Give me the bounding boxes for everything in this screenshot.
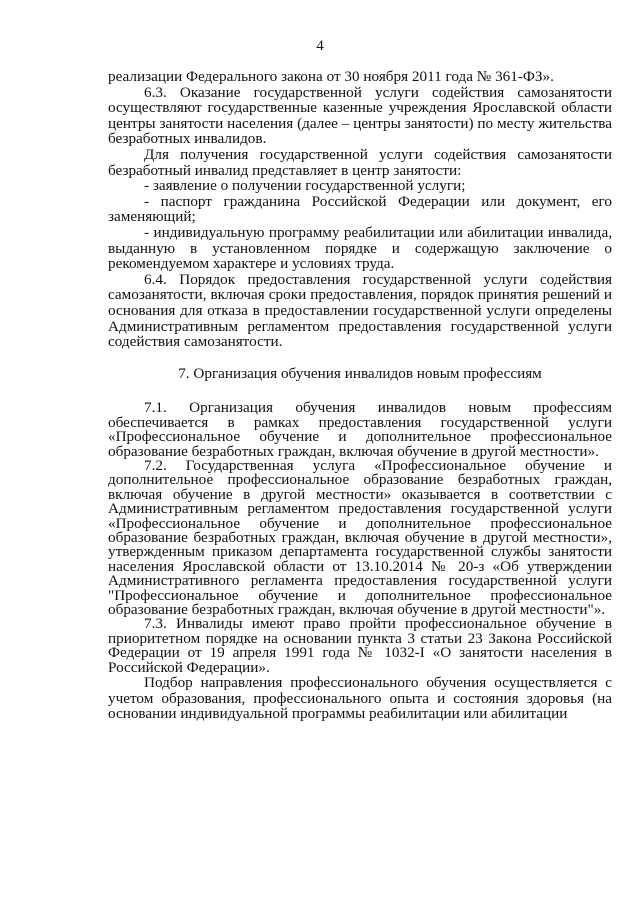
paragraph-7-3: 7.3. Инвалиды имеют право пройти профессиональное обучение в приоритетном порядке на основании пункта 3 статьи 23 Закона Российской Федерации от 19 апреля 1991 года № 1032-I «О занятости населения в Российской Федерации».: [108, 615, 612, 676]
paragraph-required-documents: Для получения государственной услуги содействия самозанятости безработный инвалид представляет в центр занятости:: [108, 145, 612, 179]
paragraph-7-2: 7.2. Государственная услуга «Профессиональное обучение и дополнительное профессиональное образование безработных граждан, включая обучение в другой местности» оказывается в соответствии с Административным регламентом предоставления государственной услуги «Профессиональное обучение и дополнительное профессиональное образование безработных граждан, включая обучение в другой местности», утвержденным приказом департамента государственной службы занятости населения Ярославской области от 13.10.2014 № 20-з «Об утверждении Административного регламента предоставления государственной услуги "Профессиональное обучение и дополнительное профессиональное образование безработных граждан, включая обучение в другой местности"».: [108, 456, 612, 618]
list-item-passport: - паспорт гражданина Российской Федерации или документ, его заменяющий;: [108, 192, 612, 226]
section-title-7: 7. Организация обучения инвалидов новым профессиям: [178, 364, 542, 382]
list-item-rehabilitation-program: - индивидуальную программу реабилитации или абилитации инвалида, выданную в установленном порядке и содержащую заключение о рекомендуемом характере и условиях труда.: [108, 223, 612, 273]
paragraph-6-4: 6.4. Порядок предоставления государственной услуги содействия самозанятости, включая сроки предоставления, порядок принятия решений и основания для отказа в предоставлении государственной услуги определены Административным регламентом предоставления государственной услуги содействия самозанятости.: [108, 270, 612, 351]
paragraph-training-selection: Подбор направления профессионального обучения осуществляется с учетом образования, профессионального опыта и состояния здоровья (на основании индивидуальной программы реабилитации или абилитации: [108, 674, 612, 723]
paragraph-6-3: 6.3. Оказание государственной услуги содействия самозанятости осуществляют государственные казенные учреждения Ярославской области центры занятости населения (далее – центры занятости) по месту жительства безработных инвалидов.: [108, 83, 612, 148]
page-number: 4: [316, 38, 324, 54]
paragraph-continuation: реализации Федерального закона от 30 ноября 2011 года № 361-ФЗ».: [108, 68, 554, 85]
document-body: [108, 69, 612, 722]
list-item-application: - заявление о получении государственной услуги;: [144, 177, 466, 195]
paragraph-7-1: 7.1. Организация обучения инвалидов новым профессиям обеспечивается в рамках предоставления государственной услуги «Профессиональное обучение и дополнительное профессиональное образование безработных граждан, включая обучение в другой местности».: [108, 399, 612, 460]
